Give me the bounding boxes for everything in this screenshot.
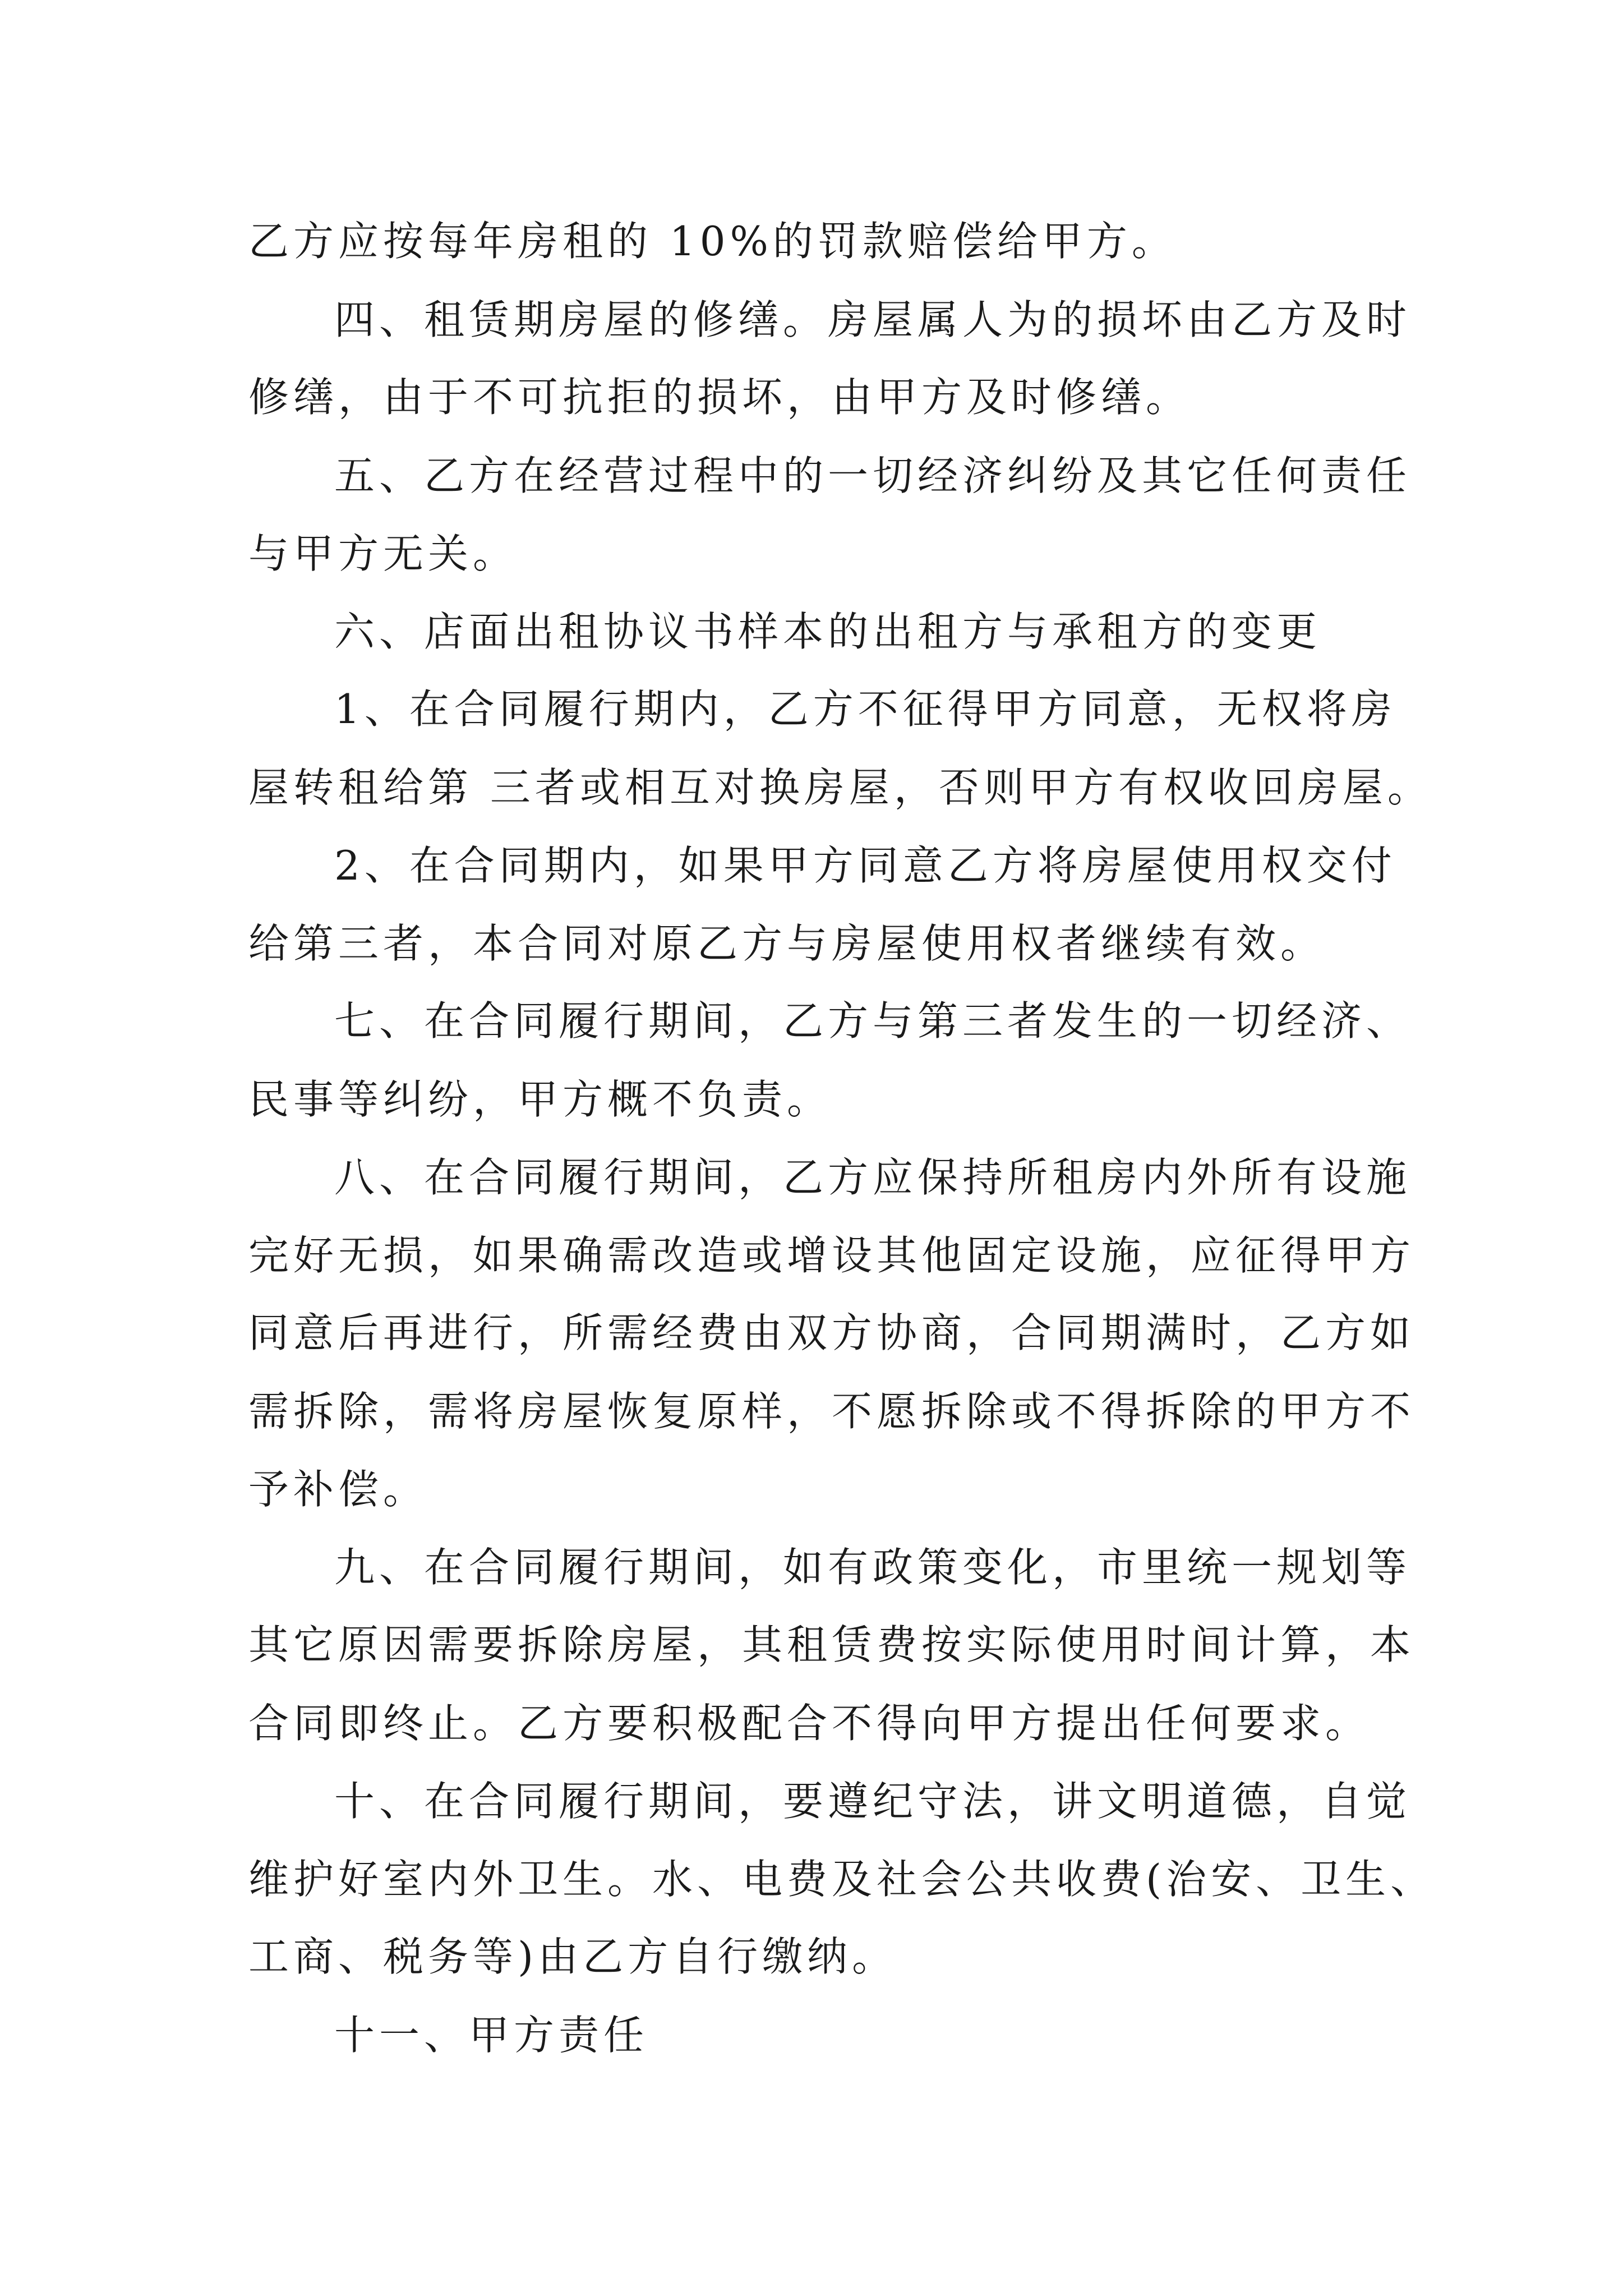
text-line: 四、租赁期房屋的修缮。房屋属人为的损坏由乙方及时 [334,296,1412,343]
text-line: 完好无损，如果确需改造或增设其他固定设施，应征得甲方 [248,1232,1415,1279]
text-line: 与甲方无关。 [248,530,518,577]
text-line: 工商、税务等)由乙方自行缴纳。 [248,1933,897,1980]
text-line: 屋转租给第 三者或相互对换房屋，否则甲方有权收回房屋。 [248,764,1432,811]
text-line: 其它原因需要拆除房屋，其租赁费按实际使用时间计算，本 [248,1621,1415,1668]
text-line: 需拆除，需将房屋恢复原样，不愿拆除或不得拆除的甲方不 [248,1388,1415,1435]
text-line: 六、店面出租协议书样本的出租方与承租方的变更 [334,608,1322,655]
text-line: 五、乙方在经营过程中的一切经济纠纷及其它任何责任 [334,452,1412,499]
text-line: 乙方应按每年房租的 10%的罚款赔偿给甲方。 [248,218,1177,265]
text-line: 合同即终止。乙方要积极配合不得向甲方提出任何要求。 [248,1700,1371,1747]
text-line: 给第三者，本合同对原乙方与房屋使用权者继续有效。 [248,920,1326,967]
text-line: 十、在合同履行期间，要遵纪守法，讲文明道德，自觉 [334,1778,1412,1825]
text-line: 同意后再进行，所需经费由双方协商，合同期满时，乙方如 [248,1309,1415,1356]
text-line: 修缮，由于不可抗拒的损坏，由甲方及时修缮。 [248,374,1191,421]
text-line: 维护好室内外卫生。水、电费及社会公共收费(治安、卫生、 [248,1856,1436,1903]
text-line: 1、在合同履行期内，乙方不征得甲方同意，无权将房 [334,685,1396,733]
text-line: 十一、甲方责任 [334,2012,649,2059]
text-line: 八、在合同履行期间，乙方应保持所租房内外所有设施 [334,1154,1412,1201]
text-line: 予补偿。 [248,1466,428,1513]
text-line: 2、在合同期内，如果甲方同意乙方将房屋使用权交付 [334,842,1396,889]
text-line: 七、在合同履行期间，乙方与第三者发生的一切经济、 [334,997,1412,1045]
text-line: 民事等纠纷，甲方概不负责。 [248,1076,832,1123]
text-line: 九、在合同履行期间，如有政策变化，市里统一规划等 [334,1544,1412,1591]
